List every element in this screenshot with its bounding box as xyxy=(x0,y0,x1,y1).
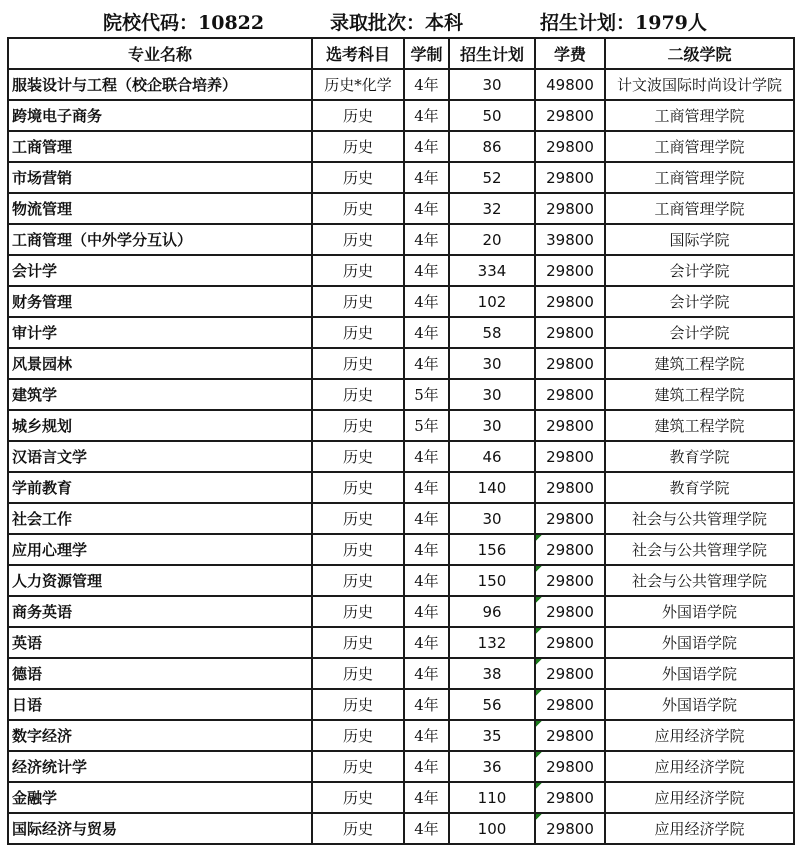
subject-cell: 历史 xyxy=(312,286,404,317)
table-row xyxy=(8,782,794,813)
plan-cell: 32 xyxy=(449,193,535,224)
years-cell: 4年 xyxy=(404,751,449,782)
fee-cell: 49800 xyxy=(535,69,605,100)
college-cell: 教育学院 xyxy=(605,472,794,503)
major-name: 物流管理 xyxy=(8,193,312,224)
college-cell: 外国语学院 xyxy=(605,627,794,658)
years-cell: 4年 xyxy=(404,317,449,348)
school-code: 院校代码：10822 xyxy=(103,12,265,34)
admission-batch: 录取批次：本科 xyxy=(330,12,464,34)
major-name: 日语 xyxy=(8,689,312,720)
table-row xyxy=(8,162,794,193)
years-cell: 4年 xyxy=(404,472,449,503)
years-cell: 4年 xyxy=(404,565,449,596)
enrollment-plan-total: 招生计划：1979人 xyxy=(540,12,707,34)
subject-cell: 历史 xyxy=(312,224,404,255)
major-name: 经济统计学 xyxy=(8,751,312,782)
subject-cell: 历史 xyxy=(312,348,404,379)
plan-cell: 52 xyxy=(449,162,535,193)
fee-cell: 29800 xyxy=(535,689,605,720)
fee-cell: 29800 xyxy=(535,534,605,565)
major-name: 商务英语 xyxy=(8,596,312,627)
table-row xyxy=(8,286,794,317)
plan-cell: 334 xyxy=(449,255,535,286)
plan-cell: 156 xyxy=(449,534,535,565)
table-header-row xyxy=(8,38,794,69)
header-bar xyxy=(0,0,800,38)
college-cell: 应用经济学院 xyxy=(605,813,794,844)
table-row xyxy=(8,317,794,348)
college-cell: 会计学院 xyxy=(605,286,794,317)
years-cell: 4年 xyxy=(404,503,449,534)
years-cell: 4年 xyxy=(404,720,449,751)
subject-cell: 历史 xyxy=(312,317,404,348)
table-row xyxy=(8,627,794,658)
fee-cell: 29800 xyxy=(535,100,605,131)
college-cell: 工商管理学院 xyxy=(605,100,794,131)
major-name: 财务管理 xyxy=(8,286,312,317)
table-row xyxy=(8,410,794,441)
fee-cell: 29800 xyxy=(535,255,605,286)
subject-cell: 历史 xyxy=(312,782,404,813)
major-name: 应用心理学 xyxy=(8,534,312,565)
subject-cell: 历史 xyxy=(312,751,404,782)
plan-cell: 30 xyxy=(449,348,535,379)
plan-cell: 58 xyxy=(449,317,535,348)
table-row xyxy=(8,658,794,689)
enrollment-table xyxy=(7,37,795,845)
major-name: 国际经济与贸易 xyxy=(8,813,312,844)
table-row xyxy=(8,472,794,503)
subject-cell: 历史 xyxy=(312,255,404,286)
fee-cell: 29800 xyxy=(535,782,605,813)
plan-cell: 86 xyxy=(449,131,535,162)
major-name: 审计学 xyxy=(8,317,312,348)
subject-cell: 历史 xyxy=(312,503,404,534)
years-cell: 4年 xyxy=(404,255,449,286)
major-name: 建筑学 xyxy=(8,379,312,410)
major-name: 人力资源管理 xyxy=(8,565,312,596)
table-row xyxy=(8,348,794,379)
college-cell: 应用经济学院 xyxy=(605,751,794,782)
college-cell: 外国语学院 xyxy=(605,689,794,720)
plan-cell: 150 xyxy=(449,565,535,596)
college-cell: 建筑工程学院 xyxy=(605,379,794,410)
fee-cell: 29800 xyxy=(535,317,605,348)
major-name: 工商管理 xyxy=(8,131,312,162)
years-cell: 4年 xyxy=(404,441,449,472)
major-name: 英语 xyxy=(8,627,312,658)
fee-cell: 29800 xyxy=(535,720,605,751)
fee-cell: 29800 xyxy=(535,751,605,782)
table-row xyxy=(8,100,794,131)
college-cell: 应用经济学院 xyxy=(605,720,794,751)
subject-cell: 历史 xyxy=(312,131,404,162)
major-name: 金融学 xyxy=(8,782,312,813)
fee-cell: 29800 xyxy=(535,379,605,410)
fee-cell: 29800 xyxy=(535,472,605,503)
table-row xyxy=(8,689,794,720)
col-header-subject: 选考科目 xyxy=(312,38,404,69)
fee-cell: 29800 xyxy=(535,286,605,317)
plan-cell: 102 xyxy=(449,286,535,317)
subject-cell: 历史 xyxy=(312,596,404,627)
plan-cell: 56 xyxy=(449,689,535,720)
fee-cell: 29800 xyxy=(535,503,605,534)
table-row xyxy=(8,534,794,565)
years-cell: 4年 xyxy=(404,813,449,844)
college-cell: 计文波国际时尚设计学院 xyxy=(605,69,794,100)
years-cell: 4年 xyxy=(404,193,449,224)
col-header-years: 学制 xyxy=(404,38,449,69)
fee-cell: 29800 xyxy=(535,596,605,627)
plan-cell: 100 xyxy=(449,813,535,844)
plan-cell: 46 xyxy=(449,441,535,472)
years-cell: 4年 xyxy=(404,69,449,100)
fee-cell: 29800 xyxy=(535,441,605,472)
table-row xyxy=(8,379,794,410)
table-row xyxy=(8,751,794,782)
subject-cell: 历史 xyxy=(312,162,404,193)
subject-cell: 历史 xyxy=(312,472,404,503)
subject-cell: 历史 xyxy=(312,565,404,596)
plan-cell: 140 xyxy=(449,472,535,503)
subject-cell: 历史 xyxy=(312,441,404,472)
fee-cell: 39800 xyxy=(535,224,605,255)
years-cell: 4年 xyxy=(404,100,449,131)
major-name: 德语 xyxy=(8,658,312,689)
table-row xyxy=(8,565,794,596)
plan-cell: 30 xyxy=(449,503,535,534)
subject-cell: 历史*化学 xyxy=(312,69,404,100)
years-cell: 4年 xyxy=(404,534,449,565)
major-name: 风景园林 xyxy=(8,348,312,379)
years-cell: 4年 xyxy=(404,286,449,317)
major-name: 汉语言文学 xyxy=(8,441,312,472)
years-cell: 4年 xyxy=(404,689,449,720)
fee-cell: 29800 xyxy=(535,410,605,441)
college-cell: 建筑工程学院 xyxy=(605,348,794,379)
subject-cell: 历史 xyxy=(312,379,404,410)
subject-cell: 历史 xyxy=(312,813,404,844)
major-name: 社会工作 xyxy=(8,503,312,534)
subject-cell: 历史 xyxy=(312,720,404,751)
subject-cell: 历史 xyxy=(312,658,404,689)
subject-cell: 历史 xyxy=(312,627,404,658)
table-row xyxy=(8,720,794,751)
plan-cell: 96 xyxy=(449,596,535,627)
table-row xyxy=(8,503,794,534)
college-cell: 国际学院 xyxy=(605,224,794,255)
college-cell: 外国语学院 xyxy=(605,596,794,627)
fee-cell: 29800 xyxy=(535,627,605,658)
major-name: 市场营销 xyxy=(8,162,312,193)
years-cell: 4年 xyxy=(404,348,449,379)
major-name: 跨境电子商务 xyxy=(8,100,312,131)
fee-cell: 29800 xyxy=(535,813,605,844)
college-cell: 社会与公共管理学院 xyxy=(605,503,794,534)
table-row xyxy=(8,69,794,100)
table-row xyxy=(8,441,794,472)
college-cell: 工商管理学院 xyxy=(605,162,794,193)
college-cell: 会计学院 xyxy=(605,317,794,348)
col-header-college: 二级学院 xyxy=(605,38,794,69)
col-header-major: 专业名称 xyxy=(8,38,312,69)
table-row xyxy=(8,255,794,286)
years-cell: 5年 xyxy=(404,379,449,410)
fee-cell: 29800 xyxy=(535,193,605,224)
college-cell: 社会与公共管理学院 xyxy=(605,565,794,596)
years-cell: 4年 xyxy=(404,224,449,255)
college-cell: 工商管理学院 xyxy=(605,193,794,224)
fee-cell: 29800 xyxy=(535,348,605,379)
years-cell: 4年 xyxy=(404,162,449,193)
years-cell: 4年 xyxy=(404,131,449,162)
major-name: 工商管理（中外学分互认） xyxy=(8,224,312,255)
fee-cell: 29800 xyxy=(535,162,605,193)
college-cell: 会计学院 xyxy=(605,255,794,286)
subject-cell: 历史 xyxy=(312,534,404,565)
table-row xyxy=(8,813,794,844)
plan-cell: 30 xyxy=(449,410,535,441)
major-name: 城乡规划 xyxy=(8,410,312,441)
college-cell: 建筑工程学院 xyxy=(605,410,794,441)
table-row xyxy=(8,131,794,162)
college-cell: 社会与公共管理学院 xyxy=(605,534,794,565)
plan-cell: 30 xyxy=(449,69,535,100)
col-header-fee: 学费 xyxy=(535,38,605,69)
subject-cell: 历史 xyxy=(312,689,404,720)
plan-cell: 20 xyxy=(449,224,535,255)
plan-cell: 30 xyxy=(449,379,535,410)
table-row xyxy=(8,596,794,627)
plan-cell: 35 xyxy=(449,720,535,751)
fee-cell: 29800 xyxy=(535,658,605,689)
plan-cell: 132 xyxy=(449,627,535,658)
college-cell: 教育学院 xyxy=(605,441,794,472)
plan-cell: 50 xyxy=(449,100,535,131)
major-name: 服装设计与工程（校企联合培养） xyxy=(8,69,312,100)
table-row xyxy=(8,224,794,255)
fee-cell: 29800 xyxy=(535,131,605,162)
years-cell: 4年 xyxy=(404,627,449,658)
plan-cell: 36 xyxy=(449,751,535,782)
subject-cell: 历史 xyxy=(312,100,404,131)
major-name: 会计学 xyxy=(8,255,312,286)
years-cell: 4年 xyxy=(404,658,449,689)
table-row xyxy=(8,193,794,224)
fee-cell: 29800 xyxy=(535,565,605,596)
major-name: 数字经济 xyxy=(8,720,312,751)
years-cell: 4年 xyxy=(404,782,449,813)
college-cell: 外国语学院 xyxy=(605,658,794,689)
plan-cell: 110 xyxy=(449,782,535,813)
college-cell: 应用经济学院 xyxy=(605,782,794,813)
major-name: 学前教育 xyxy=(8,472,312,503)
college-cell: 工商管理学院 xyxy=(605,131,794,162)
years-cell: 4年 xyxy=(404,596,449,627)
col-header-plan: 招生计划 xyxy=(449,38,535,69)
years-cell: 5年 xyxy=(404,410,449,441)
subject-cell: 历史 xyxy=(312,410,404,441)
plan-cell: 38 xyxy=(449,658,535,689)
subject-cell: 历史 xyxy=(312,193,404,224)
